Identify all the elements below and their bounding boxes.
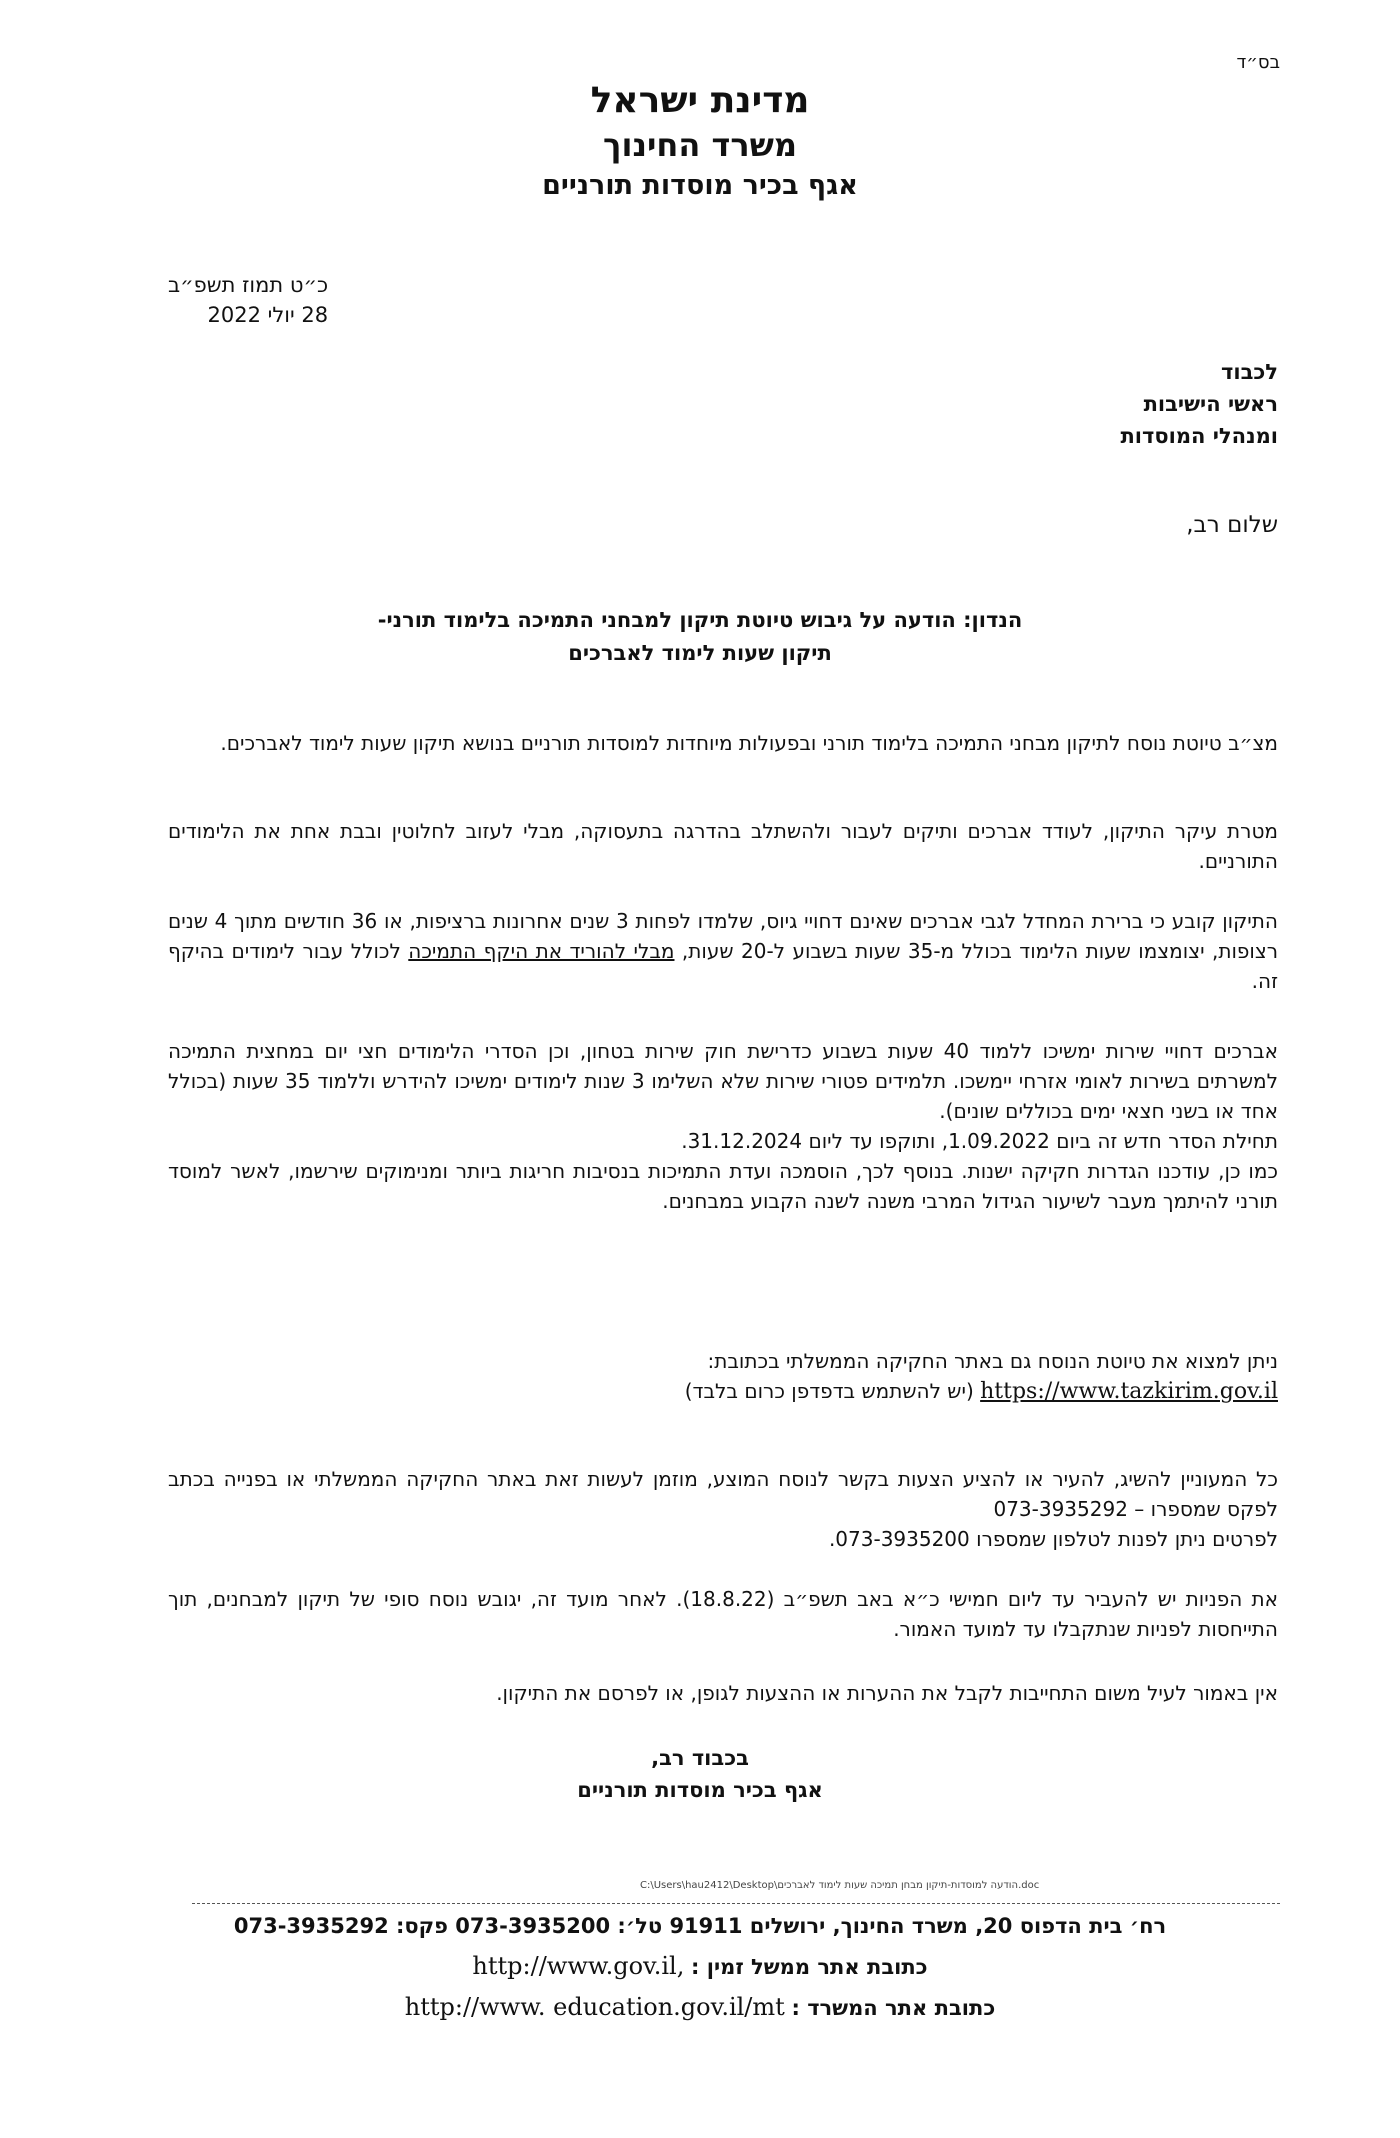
addressee-block (1120, 356, 1278, 452)
bsd-mark: בס״ד (1236, 52, 1280, 73)
tazkirim-link[interactable]: https://www.tazkirim.gov.il (980, 1379, 1278, 1404)
body-paragraph-5 (168, 1346, 1278, 1407)
paragraph-text-part: (יש להשתמש בדפדפן כרום בלבד) (684, 1379, 974, 1403)
footer-gov-label: כתובת אתר ממשל זמין : (691, 1955, 928, 1979)
paragraph-text-part: לכולל עבור לימודים בהיקף זה. (168, 939, 1278, 993)
subject-line: הנדון: הודעה על גיבוש טיוטת תיקון למבחני התמיכה בלימוד תורני- (377, 608, 1023, 632)
footer-address: רח׳ בית הדפוס 20, משרד החינוך, ירושלים 91911 טל׳: 073-3935200 פקס: 073-3935292 (233, 1914, 1167, 1938)
file-path: C:\Users\hau2412\Desktop\הודעה למוסדות-תיקון מבחן תמיכה שעות לימוד לאברכים.doc (640, 1880, 1040, 1891)
footer (0, 1906, 1400, 2028)
paragraph-text: תחילת הסדר חדש זה ביום 1.09.2022, ותוקפו עד ליום 31.12.2024. (681, 1129, 1278, 1153)
gov-link[interactable]: http://www.gov.il, (472, 1952, 685, 1980)
department-title: אגף בכיר מוסדות תורניים (542, 170, 858, 201)
hebrew-date: כ״ט תמוז תשפ״ב (168, 273, 329, 297)
footer-office-label: כתובת אתר המשרד : (791, 1996, 996, 2020)
signer: אגף בכיר מוסדות תורניים (577, 1778, 823, 1802)
addressee-line: ראשי הישיבות (1143, 392, 1278, 416)
gregorian-date: 28 יולי 2022 (207, 303, 329, 327)
body-paragraph-2 (168, 816, 1278, 876)
body-paragraph-6 (168, 1464, 1278, 1554)
body-paragraph-1 (168, 728, 1278, 758)
footer-divider (192, 1903, 1280, 1904)
paragraph-text: ניתן למצוא את טיוטת הנוסח גם באתר החקיקה הממשלתי בכתובת: (707, 1349, 1278, 1373)
addressee-line: ומנהלי המוסדות (1120, 424, 1278, 448)
footer-gov-line (0, 1946, 1400, 1987)
body-paragraph-7 (168, 1584, 1278, 1644)
paragraph-text: את הפניות יש להעביר עד ליום חמישי כ״א באב תשפ״ב (18.8.22). לאחר מועד זה, יגובש נוסח סופי של תיקון למבחנים, תוך התייחסות לפניות שנתקבלו עד למועד האמור. (168, 1587, 1278, 1641)
body-paragraph-4 (168, 1036, 1278, 1216)
paragraph-text-part: התיקון קובע כי ברירת המחדל לגבי אברכים שאינם דחויי גיוס, שלמדו לפחות 3 שנים אחרונות ברציפות, או 36 חודשים מתוך 4 שנים רצופות, יצומצמו שעות הלימוד בכולל מ-35 שעות בשבוע ל-20 שעות, (168, 909, 1279, 963)
subject-line: תיקון שעות לימוד לאברכים (568, 641, 832, 665)
date-block (168, 270, 328, 330)
paragraph-text: אין באמור לעיל משום התחייבות לקבל את ההערות או ההצעות לגופן, או לפרסם את התיקון. (496, 1681, 1278, 1705)
addressee-line: לכבוד (1221, 360, 1278, 384)
office-link[interactable]: http://www. education.gov.il/mt (404, 1993, 785, 2021)
subject-block (170, 604, 1230, 670)
body-paragraph-3 (168, 906, 1278, 996)
closing: בכבוד רב, (651, 1746, 749, 1770)
footer-office-line (0, 1987, 1400, 2028)
body-paragraph-8 (168, 1678, 1278, 1708)
paragraph-text: כמו כן, עודכנו הגדרות חקיקה ישנות. בנוסף לכך, הוסמכה ועדת התמיכות בנסיבות חריגות ביותר ומנימוקים שירשמו, לאשר למוסד תורני להיתמך מעבר לשיעור הגידול המרבי משנה לשנה הקבוע במבחנים. (168, 1159, 1278, 1213)
underlined-phrase: מבלי להוריד את היקף התמיכה (408, 939, 675, 963)
paragraph-text: כל המעוניין להשיג, להעיר או להציע הצעות בקשר לנוסח המוצע, מוזמן לעשות זאת באתר החקיקה הממשלתי או בפנייה בכתב לפקס שמספרו – 073-3935292 (168, 1467, 1278, 1521)
paragraph-text: מצ״ב טיוטת נוסח לתיקון מבחני התמיכה בלימוד תורני ובפעולות מיוחדות למוסדות תורניים בנושא תיקון שעות לימוד לאברכים. (220, 731, 1278, 755)
ministry-title: משרד החינוך (603, 126, 797, 164)
paragraph-text (168, 906, 1278, 996)
signature-block (0, 1742, 1400, 1806)
paragraph-text (168, 1376, 1278, 1407)
greeting: שלום רב, (1186, 512, 1278, 538)
paragraph-text: מטרת עיקר התיקון, לעודד אברכים ותיקים לעבור ולהשתלב בהדרגה בתעסוקה, מבלי לעזוב לחלוטין ובבת אחת את הלימודים התורניים. (168, 819, 1278, 873)
state-title: מדינת ישראל (590, 80, 810, 121)
paragraph-text: אברכים דחויי שירות ימשיכו ללמוד 40 שעות בשבוע כדרישת חוק שירות בטחון, וכן הסדרי הלימודים חצי יום במחצית התמיכה למשרתים בשירות לאומי אזרחי יימשכו. תלמידים פטורי שירות שלא השלימו 3 שנות לימודים ימשיכו להידרש וללמוד 35 שעות (בכולל אחד או בשני חצאי ימים בכוללים שונים). (168, 1039, 1279, 1123)
paragraph-text: לפרטים ניתן לפנות לטלפון שמספרו 073-3935200. (828, 1527, 1278, 1551)
